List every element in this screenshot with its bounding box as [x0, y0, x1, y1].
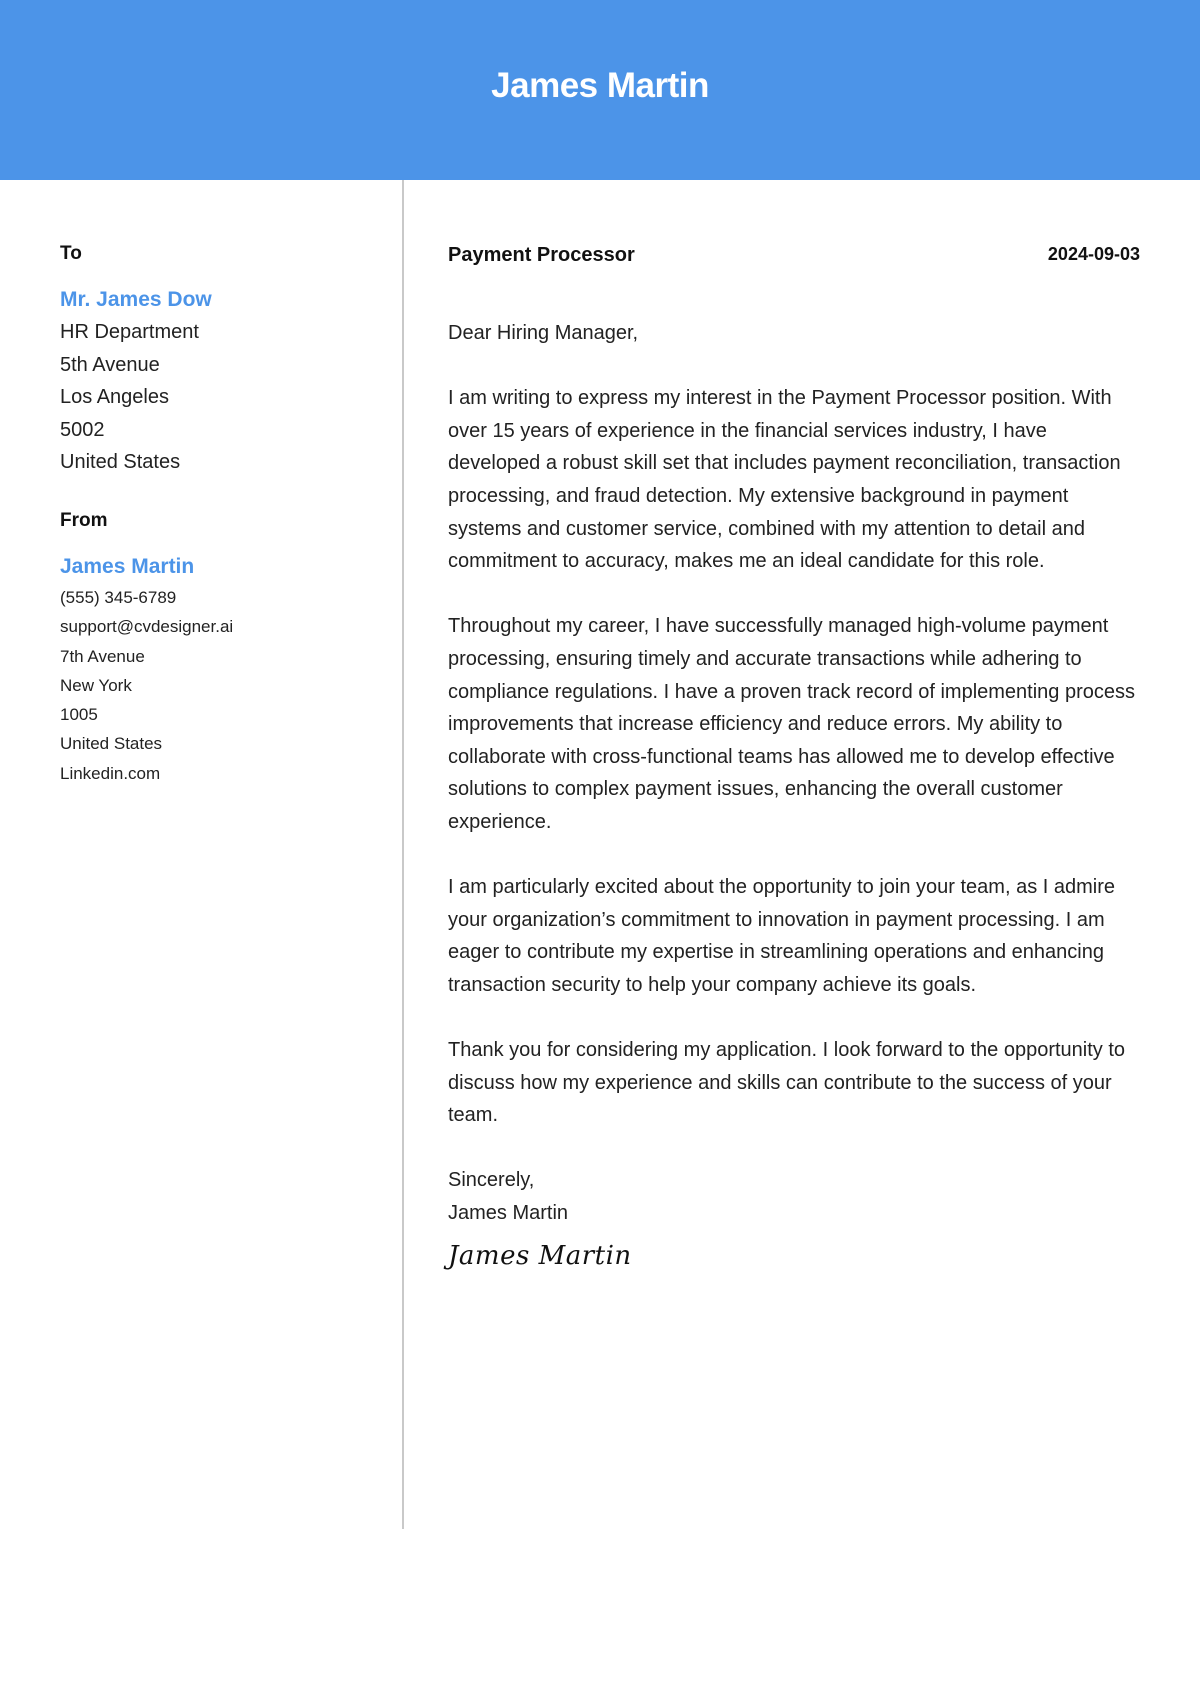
- recipient-department: HR Department: [60, 321, 199, 343]
- letter-title-row: [448, 240, 1140, 270]
- header-name: James Martin: [491, 66, 709, 105]
- sender-street: 7th Avenue: [60, 646, 145, 666]
- recipient-name: Mr. James Dow: [60, 288, 212, 311]
- body-paragraph-2: Throughout my career, I have successfully managed high-volume payment processing, ensuring timely and accurate transactions while adhering to compliance regulations. I have a proven track record of implementing process improvements that increase efficiency and reduce errors. My ability to collaborate with cross-functional teams has allowed me to develop effective solutions to complex payment issues, enhancing the overall customer experience.: [448, 615, 1136, 833]
- letter-date: 2024-09-03: [1047, 244, 1140, 264]
- to-label: To: [60, 243, 82, 264]
- header-banner: [0, 0, 1200, 180]
- recipient-city: Los Angeles: [60, 386, 169, 409]
- handwritten-signature: James Martin: [448, 1240, 632, 1271]
- job-title: Payment Processor: [448, 244, 635, 266]
- recipient-block: [60, 284, 380, 479]
- letter-body: [448, 317, 1140, 1272]
- sender-phone: (555) 345-6789: [60, 587, 177, 607]
- recipient-street: 5th Avenue: [60, 353, 160, 376]
- sidebar: [60, 240, 380, 788]
- sender-name: James Martin: [60, 554, 195, 578]
- recipient-country: United States: [60, 451, 181, 474]
- closing: Sincerely,: [448, 1169, 535, 1192]
- from-label: From: [60, 509, 108, 531]
- sender-city: New York: [60, 675, 132, 695]
- body-paragraph-3: I am particularly excited about the opportunity to join your team, as I admire your organization’s commitment to innovation in payment processing. I am eager to contribute my expertise in streamlining operations and enhancing transaction security to help your company achieve its goals.: [448, 876, 1116, 996]
- recipient-postal-code: 5002: [60, 418, 105, 441]
- sender-country: United States: [60, 734, 163, 754]
- sender-block: [60, 551, 380, 788]
- body-paragraph-4: Thank you for considering my application. I look forward to the opportunity to discuss how my experience and skills can contribute to the success of your team.: [448, 1039, 1126, 1127]
- column-divider: [402, 180, 404, 1529]
- salutation: Dear Hiring Manager,: [448, 322, 639, 344]
- sender-email: support@cvdesigner.ai: [60, 617, 234, 637]
- sender-linkedin: Linkedin.com: [60, 763, 161, 783]
- closing-name: James Martin: [448, 1202, 569, 1225]
- body-paragraph-1: I am writing to express my interest in the Payment Processor position. With over 15 years of experience in the financial services industry, I have developed a robust skill set that includes payment reconciliation, transaction processing, and fraud detection. My extensive background in payment systems and customer service, combined with my attention to detail and commitment to accuracy, makes me an ideal candidate for this role.: [448, 387, 1121, 573]
- sender-postal-code: 1005: [60, 705, 98, 725]
- letter-main: [448, 240, 1140, 1272]
